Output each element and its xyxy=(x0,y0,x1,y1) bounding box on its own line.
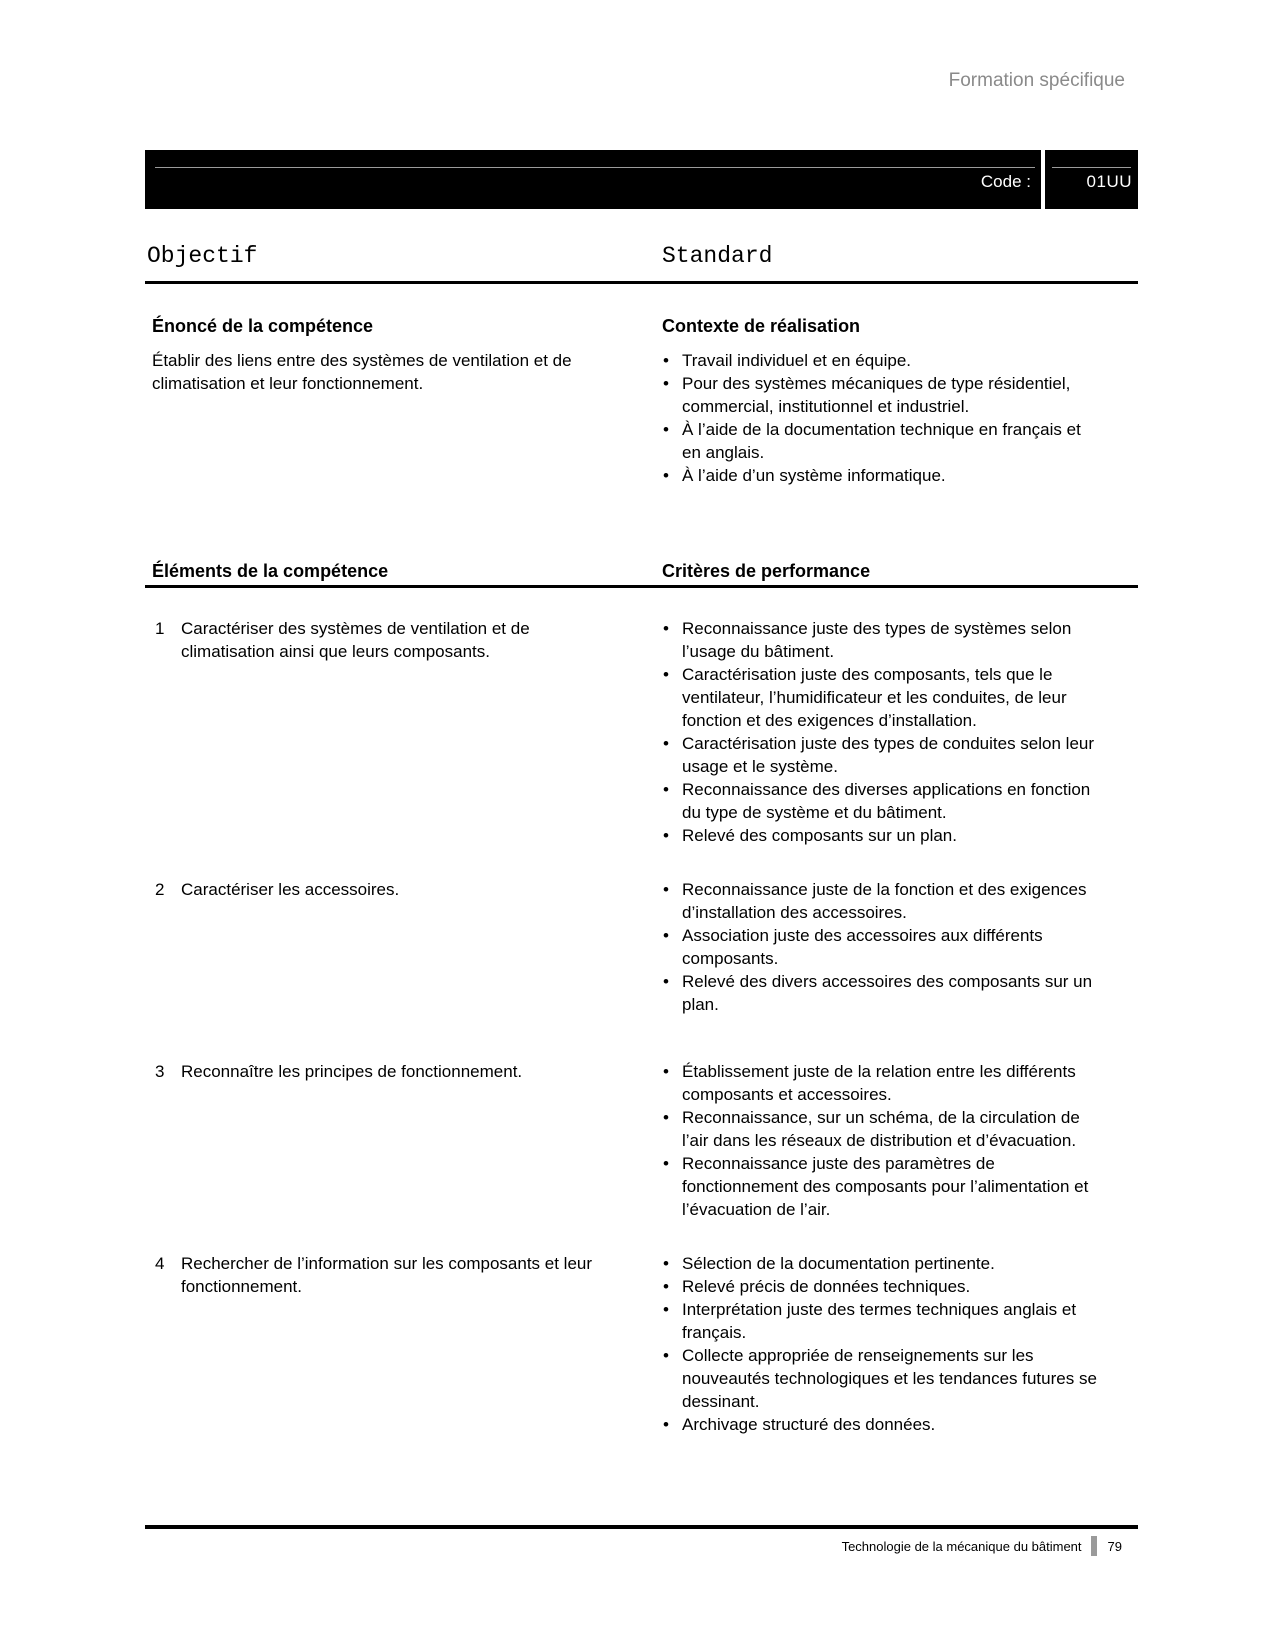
footer-rule xyxy=(145,1525,1138,1529)
criterion-text: Reconnaissance, sur un schéma, de la circulation de l’air dans les réseaux de distribution et d’évacuation. xyxy=(682,1108,1080,1150)
contexte-list xyxy=(662,349,1102,487)
criteria-list xyxy=(662,1060,1104,1221)
criteres-heading: Critères de performance xyxy=(662,561,871,581)
code-banner-main xyxy=(145,150,1041,209)
standard-title: Standard xyxy=(662,243,773,269)
element-text: Caractériser les accessoires. xyxy=(181,880,400,899)
section-header: Formation spécifique xyxy=(948,70,1125,91)
contexte-item xyxy=(662,349,1102,372)
elements-heading: Éléments de la compétence xyxy=(152,561,389,581)
criterion-text: Relevé précis de données techniques. xyxy=(682,1277,971,1296)
contexte-item xyxy=(662,372,1102,418)
contexte-item-text: Pour des systèmes mécaniques de type résidentiel, commercial, institutionnel et industriel. xyxy=(682,374,1071,416)
footer-program: Technologie de la mécanique du bâtiment xyxy=(841,1538,1082,1554)
element-cell xyxy=(145,1252,662,1436)
criterion-text: Relevé des composants sur un plan. xyxy=(682,826,957,845)
element-text: Rechercher de l’information sur les composants et leur fonctionnement. xyxy=(181,1254,593,1296)
element-text: Caractériser des systèmes de ventilation et de climatisation ainsi que leurs composants. xyxy=(181,619,530,661)
criterion-item xyxy=(662,1152,1104,1221)
code-banner xyxy=(145,150,1138,209)
element-number: 4 xyxy=(155,1254,165,1273)
elements-rows xyxy=(145,617,1138,1467)
criterion-item xyxy=(662,970,1104,1016)
criterion-text: Archivage structuré des données. xyxy=(682,1415,936,1434)
criterion-item xyxy=(662,1060,1104,1106)
objectif-standard-rule xyxy=(145,281,1138,284)
criterion-item xyxy=(662,732,1104,778)
criteria-list xyxy=(662,1252,1104,1436)
contexte-item-text: Travail individuel et en équipe. xyxy=(682,351,912,370)
element-cell xyxy=(145,1060,662,1221)
objectif-title: Objectif xyxy=(147,243,258,269)
element-row xyxy=(145,1060,1138,1221)
criterion-text: Association juste des accessoires aux différents composants. xyxy=(682,926,1043,968)
criterion-text: Reconnaissance juste des types de systèmes selon l’usage du bâtiment. xyxy=(682,619,1072,661)
criterion-item xyxy=(662,824,1104,847)
criterion-text: Reconnaissance des diverses applications en fonction du type de système et du bâtiment. xyxy=(682,780,1091,822)
element-number: 3 xyxy=(155,1062,165,1081)
contexte-column xyxy=(662,315,1104,487)
element-row xyxy=(145,617,1138,847)
criterion-item xyxy=(662,778,1104,824)
element-row xyxy=(145,878,1138,1016)
element-number: 2 xyxy=(155,880,165,899)
contexte-item-text: À l’aide de la documentation technique en français et en anglais. xyxy=(682,420,1081,462)
criterion-item xyxy=(662,1344,1104,1413)
criterion-item xyxy=(662,617,1104,663)
criterion-item xyxy=(662,1413,1104,1436)
element-text: Reconnaître les principes de fonctionnement. xyxy=(181,1062,523,1081)
code-label: Code : xyxy=(980,172,1031,191)
criterion-item xyxy=(662,663,1104,732)
element-number: 1 xyxy=(155,619,165,638)
code-box-divider-line xyxy=(1052,167,1131,168)
contexte-heading: Contexte de réalisation xyxy=(662,316,861,336)
elements-criteres-rule xyxy=(145,585,1138,588)
criterion-text: Reconnaissance juste des paramètres de fonctionnement des composants pour l’alimentation et l’évacuation de l’air. xyxy=(682,1154,1089,1219)
criterion-text: Interprétation juste des termes techniques anglais et français. xyxy=(682,1300,1077,1342)
criterion-item xyxy=(662,1252,1104,1275)
criteria-list xyxy=(662,617,1104,847)
criterion-text: Établissement juste de la relation entre les différents composants et accessoires. xyxy=(682,1062,1076,1104)
page-footer xyxy=(145,1536,1138,1556)
criterion-item xyxy=(662,924,1104,970)
competence-heading: Énoncé de la compétence xyxy=(152,316,374,336)
element-row xyxy=(145,1252,1138,1436)
element-cell xyxy=(145,878,662,1016)
element-cell xyxy=(145,617,662,847)
criterion-text: Reconnaissance juste de la fonction et des exigences d’installation des accessoires. xyxy=(682,880,1087,922)
criterion-text: Caractérisation juste des composants, tels que le ventilateur, l’humidificateur et les conduites, de leur fonction et des exigences d’installation. xyxy=(682,665,1067,730)
competence-statement: Établir des liens entre des systèmes de ventilation et de climatisation et leur fonctionnement. xyxy=(152,351,572,393)
elements-criteres-headings xyxy=(145,560,1138,586)
code-value: 01UU xyxy=(1086,172,1132,191)
criterion-item xyxy=(662,1298,1104,1344)
page-number: 79 xyxy=(1107,1538,1122,1554)
criterion-text: Sélection de la documentation pertinente. xyxy=(682,1254,995,1273)
footer-separator-bar xyxy=(1091,1536,1097,1556)
code-box xyxy=(1045,150,1138,209)
competence-column xyxy=(145,315,615,395)
criterion-item xyxy=(662,1106,1104,1152)
criterion-item xyxy=(662,1275,1104,1298)
criterion-text: Collecte appropriée de renseignements sur les nouveautés technologiques et les tendances futures se dessinant. xyxy=(682,1346,1097,1411)
banner-divider-line xyxy=(155,167,1035,168)
contexte-item-text: À l’aide d’un système informatique. xyxy=(682,466,946,485)
contexte-item xyxy=(662,464,1102,487)
criteria-list xyxy=(662,878,1104,1016)
criterion-text: Relevé des divers accessoires des composants sur un plan. xyxy=(682,972,1093,1014)
criterion-item xyxy=(662,878,1104,924)
criterion-text: Caractérisation juste des types de conduites selon leur usage et le système. xyxy=(682,734,1095,776)
contexte-item xyxy=(662,418,1102,464)
column-titles xyxy=(145,243,1138,273)
